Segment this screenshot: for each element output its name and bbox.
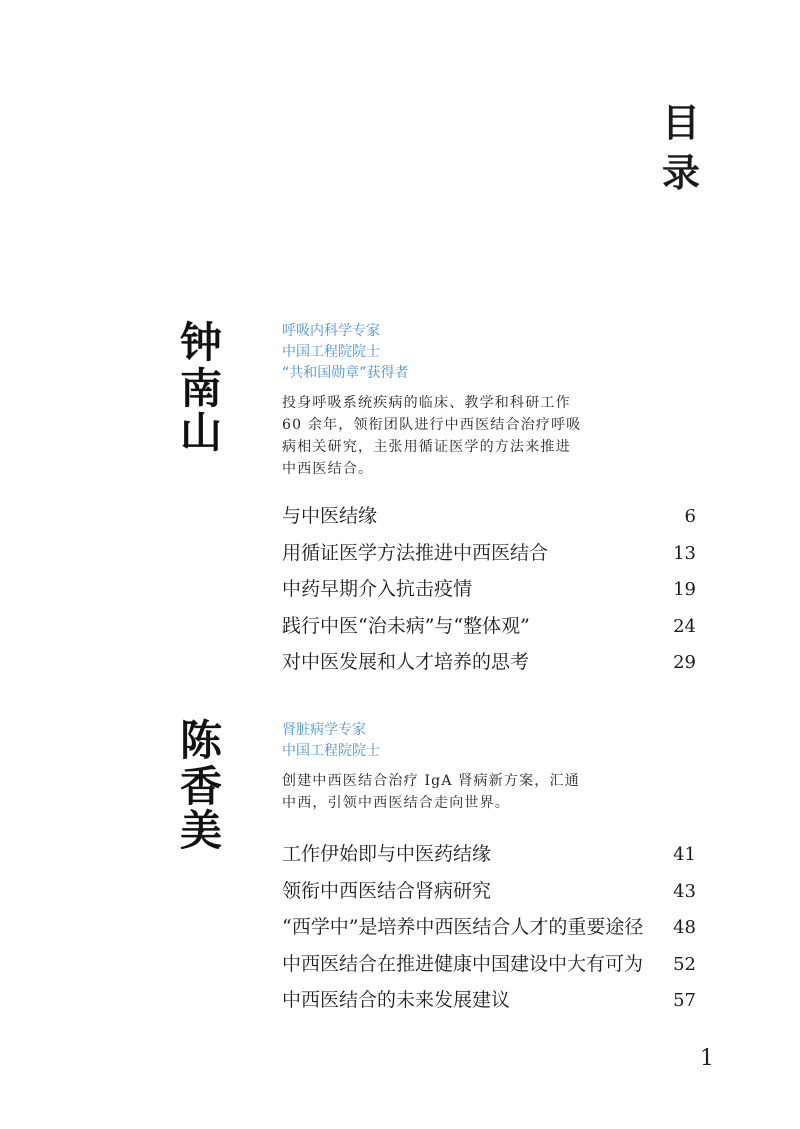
toc-list — [282, 836, 696, 1019]
toc-entry-title: 与中医结缘 — [282, 505, 378, 527]
description-line: 60 余年，领衔团队进行中西医结合治疗呼吸 — [282, 417, 582, 433]
page-title-char-1: 目 — [662, 100, 701, 145]
author-name-char-3: 山 — [180, 408, 223, 457]
description-line: 病相关研究，主张用循证医学的方法来推进 — [282, 439, 571, 455]
toc-entry-page: 43 — [673, 880, 696, 902]
toc-entry-title: 中西医结合的未来发展建议 — [282, 989, 511, 1011]
author-name-char-3: 美 — [180, 806, 223, 855]
toc-entry-title: 中西医结合在推进健康中国建设中大有可为 — [282, 952, 644, 975]
toc-entry-page: 41 — [673, 844, 696, 865]
toc-entry-page: 57 — [673, 990, 696, 1011]
description-line: 投身呼吸系统疾病的临床、教学和科研工作 — [282, 395, 571, 411]
page-title-char-2: 录 — [662, 150, 701, 195]
toc-entry[interactable] — [282, 535, 696, 572]
toc-list — [282, 498, 696, 681]
toc-entry[interactable] — [282, 644, 696, 681]
toc-entry-title: 用循证医学方法推进中西医结合 — [282, 541, 549, 564]
toc-entry-title: 领衔中西医结合肾病研究 — [282, 879, 492, 902]
author-name-char-1: 陈 — [180, 716, 223, 765]
toc-entry[interactable] — [282, 909, 696, 946]
credential-line: 呼吸内科学专家 — [282, 323, 380, 339]
toc-entry[interactable] — [282, 608, 696, 645]
toc-entry-title: 工作伊始即与中医药结缘 — [282, 843, 492, 865]
toc-entry-page: 48 — [673, 917, 696, 938]
toc-entry[interactable] — [282, 982, 696, 1019]
page-number: 1 — [700, 1046, 714, 1071]
toc-entry[interactable] — [282, 873, 696, 910]
author-description — [282, 392, 702, 480]
toc-entry-page: 24 — [673, 615, 696, 637]
toc-entry-title: 对中医发展和人才培养的思考 — [282, 651, 530, 673]
toc-entry-title: 中药早期介入抗击疫情 — [282, 578, 473, 600]
toc-entry-page: 52 — [673, 953, 696, 975]
credential-line: 中国工程院院士 — [282, 743, 380, 759]
author-name-char-2: 香 — [180, 762, 223, 811]
toc-entry-title: “西学中”是培养中西医结合人才的重要途径 — [282, 916, 644, 938]
toc-entry-page: 29 — [673, 652, 696, 673]
author-bio — [282, 720, 702, 814]
description-line: 中西，引领中西医结合走向世界。 — [282, 795, 510, 811]
credential-line: 中国工程院院士 — [282, 344, 380, 360]
description-line: 创建中西医结合治疗 IgA 肾病新方案，汇通 — [282, 773, 580, 789]
toc-entry-title: 践行中医“治未病”与“整体观” — [282, 614, 530, 637]
description-line: 中西医结合。 — [282, 461, 374, 477]
author-description — [282, 770, 702, 814]
toc-entry-page: 19 — [673, 579, 696, 600]
toc-entry-page: 13 — [673, 542, 696, 564]
toc-entry-page: 6 — [684, 506, 696, 527]
credential-line: “共和国勋章”获得者 — [282, 365, 409, 381]
toc-entry[interactable] — [282, 836, 696, 873]
author-bio — [282, 321, 702, 480]
toc-entry[interactable] — [282, 571, 696, 608]
author-name-char-2: 南 — [180, 364, 223, 413]
credential-line: 肾脏病学专家 — [282, 722, 366, 738]
toc-entry[interactable] — [282, 946, 696, 983]
toc-entry[interactable] — [282, 498, 696, 535]
author-name-char-1: 钟 — [180, 318, 223, 367]
